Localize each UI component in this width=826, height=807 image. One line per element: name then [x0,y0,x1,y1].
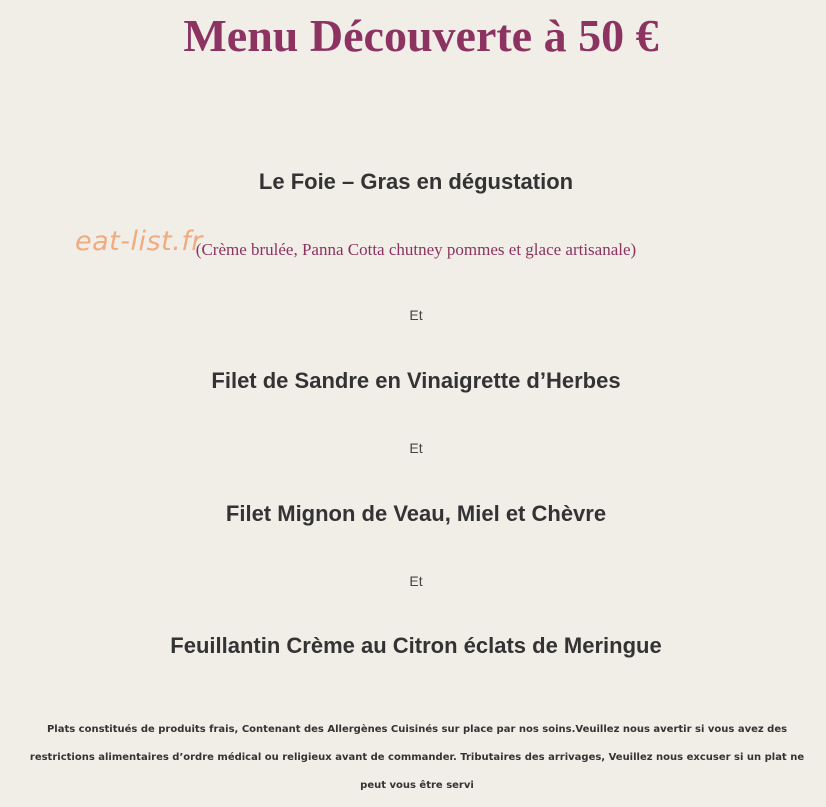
separator-et: Et [409,573,423,589]
separator-et: Et [409,440,423,456]
dish-2-name: Filet de Sandre en Vinaigrette d’Herbes [211,368,621,393]
dish-1-name: Le Foie – Gras en dégustation [258,169,574,194]
separator-et: Et [409,307,423,323]
allergen-footer-note: Plats constitués de produits frais, Contenant des Allergènes Cuisinés sur place par nos soins.Veuillez nous avertir si vous avez des restrictions alimentaires d’ordre médical ou religieux avant de commander. Tributaires des arrivages, Veuillez nous excuser si un plat ne peut vous être servi [29,724,805,791]
dish-3-name: Filet Mignon de Veau, Miel et Chèvre [225,501,607,526]
dish-1-details: (Crème brulée, Panna Cotta chutney pommes et glace artisanale) [195,240,637,259]
dish-4-name: Feuillantin Crème au Citron éclats de Meringue [170,633,662,658]
watermark: eat-list.fr [75,226,203,257]
menu-title: Menu Découverte à 50 € [183,10,659,61]
